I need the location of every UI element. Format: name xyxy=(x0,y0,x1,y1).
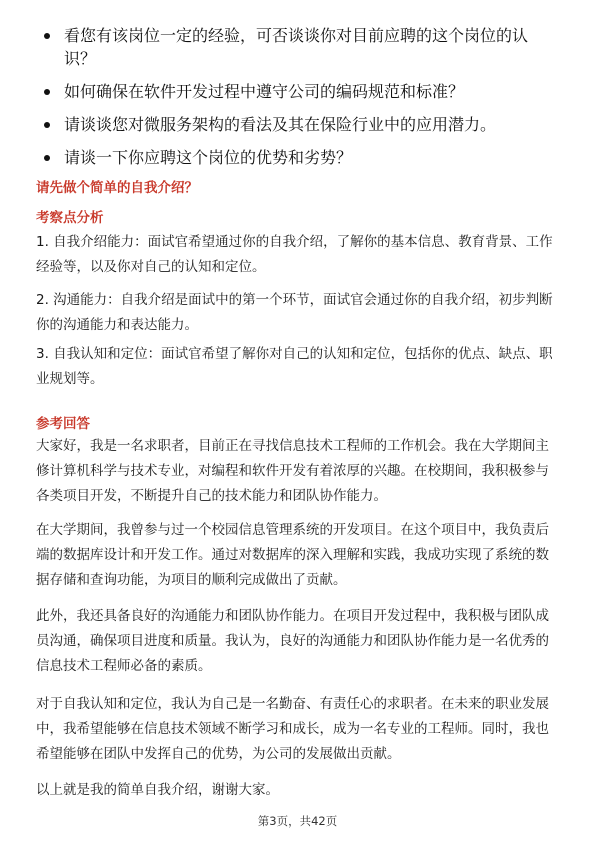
bullet-item: 请谈谈您对微服务架构的看法及其在保险行业中的应用潜力。 xyxy=(42,113,559,136)
bullet-item: 如何确保在软件开发过程中遵守公司的编码规范和标准？ xyxy=(42,80,559,103)
answer-paragraph: 大家好，我是一名求职者，目前正在寻找信息技术工程师的工作机会。我在大学期间主修计算机科学与技术专业，对编程和软件开发有着浓厚的兴趣。在校期间，我积极参与各类项目开发，不断提升自己的技术能力和团队协作能力。 xyxy=(36,438,549,504)
answer-paragraph: 以上就是我的简单自我介绍，谢谢大家。 xyxy=(36,782,279,798)
analysis-item: 3. 自我认知和定位：面试官希望了解你对自己的认知和定位，包括你的优点、缺点、职业规划等。 xyxy=(36,346,553,387)
question-bullet-list xyxy=(42,24,559,179)
answer-paragraph: 此外，我还具备良好的沟通能力和团队协作能力。在项目开发过程中，我积极与团队成员沟通，确保项目进度和质量。我认为，良好的沟通能力和团队协作能力是一名优秀的信息技术工程师必备的素质。 xyxy=(36,608,549,674)
answer-paragraph: 对于自我认知和定位，我认为自己是一名勤奋、有责任心的求职者。在未来的职业发展中，我希望能够在信息技术领域不断学习和成长，成为一名专业的工程师。同时，我也希望能够在团队中发挥自己的优势，为公司的发展做出贡献。 xyxy=(36,696,549,762)
question-heading: 请先做个简单的自我介绍？ xyxy=(36,180,198,196)
analysis-item: 1. 自我介绍能力：面试官希望通过你的自我介绍，了解你的基本信息、教育背景、工作经验等，以及你对自己的认知和定位。 xyxy=(36,234,553,275)
page-number: 第3页，共42页 xyxy=(257,814,338,828)
bullet-item: 请谈一下你应聘这个岗位的优势和劣势？ xyxy=(42,146,559,169)
bullet-item: 看您有该岗位一定的经验，可否谈谈你对目前应聘的这个岗位的认识？ xyxy=(42,24,559,70)
answer-heading: 参考回答 xyxy=(36,416,90,432)
analysis-heading: 考察点分析 xyxy=(36,210,104,226)
analysis-item: 2. 沟通能力：自我介绍是面试中的第一个环节，面试官会通过你的自我介绍，初步判断你的沟通能力和表达能力。 xyxy=(36,292,553,333)
answer-paragraph: 在大学期间，我曾参与过一个校园信息管理系统的开发项目。在这个项目中，我负责后端的数据库设计和开发工作。通过对数据库的深入理解和实践，我成功实现了系统的数据存储和查询功能，为项目的顺利完成做出了贡献。 xyxy=(36,522,549,588)
